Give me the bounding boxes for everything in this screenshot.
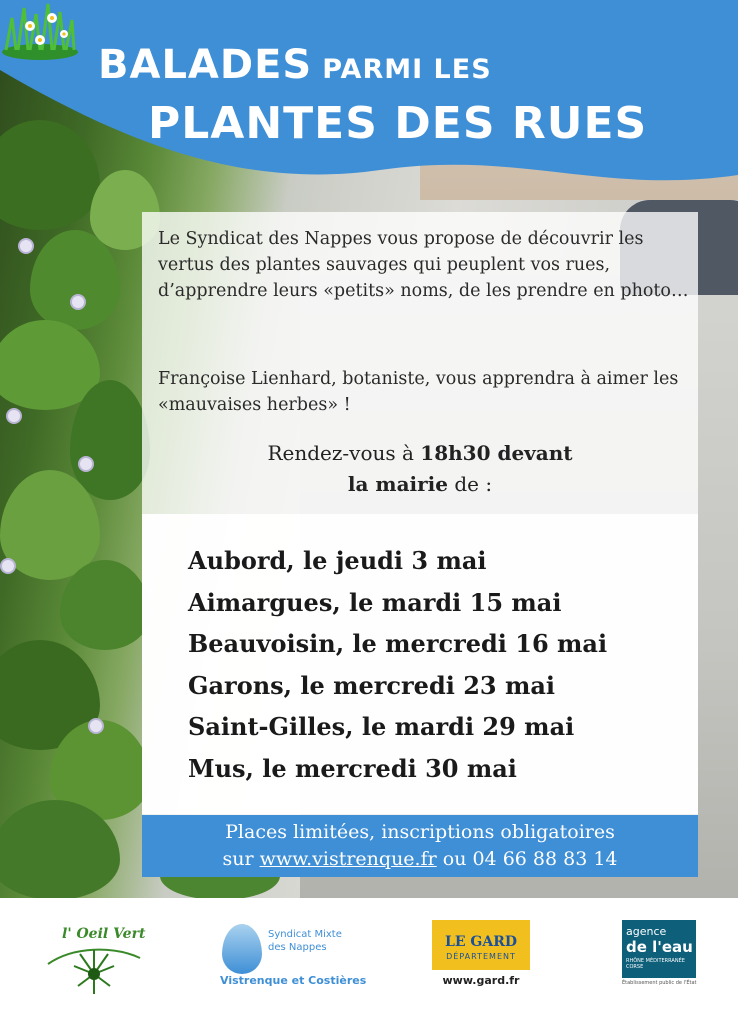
- agence-line-2: de l'eau: [626, 938, 693, 956]
- water-drop-icon: [222, 924, 262, 974]
- date-item: Mus, le mercredi 30 mai: [188, 753, 517, 783]
- agence-line-3: RHÔNE MÉDITERRANÉE CORSE: [626, 958, 685, 970]
- meeting-prefix: Rendez-vous à: [267, 441, 421, 465]
- agence-eau-logo: [622, 920, 696, 990]
- flower: [20, 240, 32, 252]
- gard-departement-logo: [432, 920, 530, 990]
- syndicat-nappes-logo: [218, 920, 367, 990]
- leaf: [60, 560, 150, 650]
- grass-flower-icon: [0, 0, 80, 60]
- date-item: Garons, le mercredi 23 mai: [188, 670, 556, 700]
- flower: [72, 296, 84, 308]
- gard-title: LE GARD: [445, 934, 517, 950]
- leaf: [70, 380, 150, 500]
- syndicat-line-2: des Nappes: [268, 942, 327, 953]
- botanist-paragraph: Françoise Lienhard, botaniste, vous apprendra à aimer les «mauvaises herbes» !: [158, 369, 679, 415]
- website-link[interactable]: www.vistrenque.fr: [259, 848, 437, 870]
- gard-subtitle: DÉPARTEMENT: [446, 952, 516, 961]
- contact-line: [142, 846, 698, 873]
- oeil-vert-logo: [44, 926, 144, 996]
- title-line-1: BALADES PARMI LES: [98, 42, 492, 88]
- flower: [90, 720, 102, 732]
- contact-prefix: sur: [222, 848, 260, 870]
- meeting-place: la mairie: [347, 472, 448, 496]
- dates-list: [188, 540, 607, 789]
- meeting-info: [142, 438, 698, 500]
- footer-logos: [0, 898, 738, 1024]
- syndicat-line-1: Syndicat Mixte: [268, 929, 342, 940]
- date-item: Beauvoisin, le mercredi 16 mai: [188, 629, 608, 658]
- syndicat-region: Vistrenque et Costières: [220, 974, 367, 987]
- date-item: Saint-Gilles, le mardi 29 mai: [188, 712, 575, 741]
- title-small: PARMI LES: [322, 54, 492, 85]
- oeil-vert-icon: [44, 934, 144, 996]
- agence-line-1: agence: [626, 925, 667, 938]
- date-item: Aimargues, le mardi 15 mai: [188, 587, 562, 617]
- header-banner: [0, 0, 738, 200]
- phone-number: ou 04 66 88 83 14: [436, 848, 618, 870]
- flower: [8, 410, 20, 422]
- meeting-time: 18h30 devant: [420, 441, 573, 465]
- oeil-vert-text: l' Oeil Vert: [62, 926, 146, 942]
- title-line-2: PLANTES DES RUES: [148, 98, 648, 149]
- meeting-suffix: de :: [448, 472, 493, 496]
- flower: [2, 560, 14, 572]
- syndicat-name: [268, 928, 342, 954]
- places-limited-text: Places limitées, inscriptions obligatoires: [225, 821, 615, 843]
- date-item: Aubord, le jeudi 3 mai: [188, 546, 487, 575]
- intro-paragraph: Le Syndicat des Nappes vous propose de découvrir les vertus des plantes sauvages qui peuplent vos rues, d’apprendre leurs «petits» noms, de les prendre en photo…: [158, 229, 689, 301]
- gard-url: www.gard.fr: [442, 974, 520, 987]
- info-bar: [142, 815, 698, 877]
- agence-line-4: Établissement public de l'État: [622, 980, 697, 986]
- flower: [80, 458, 92, 470]
